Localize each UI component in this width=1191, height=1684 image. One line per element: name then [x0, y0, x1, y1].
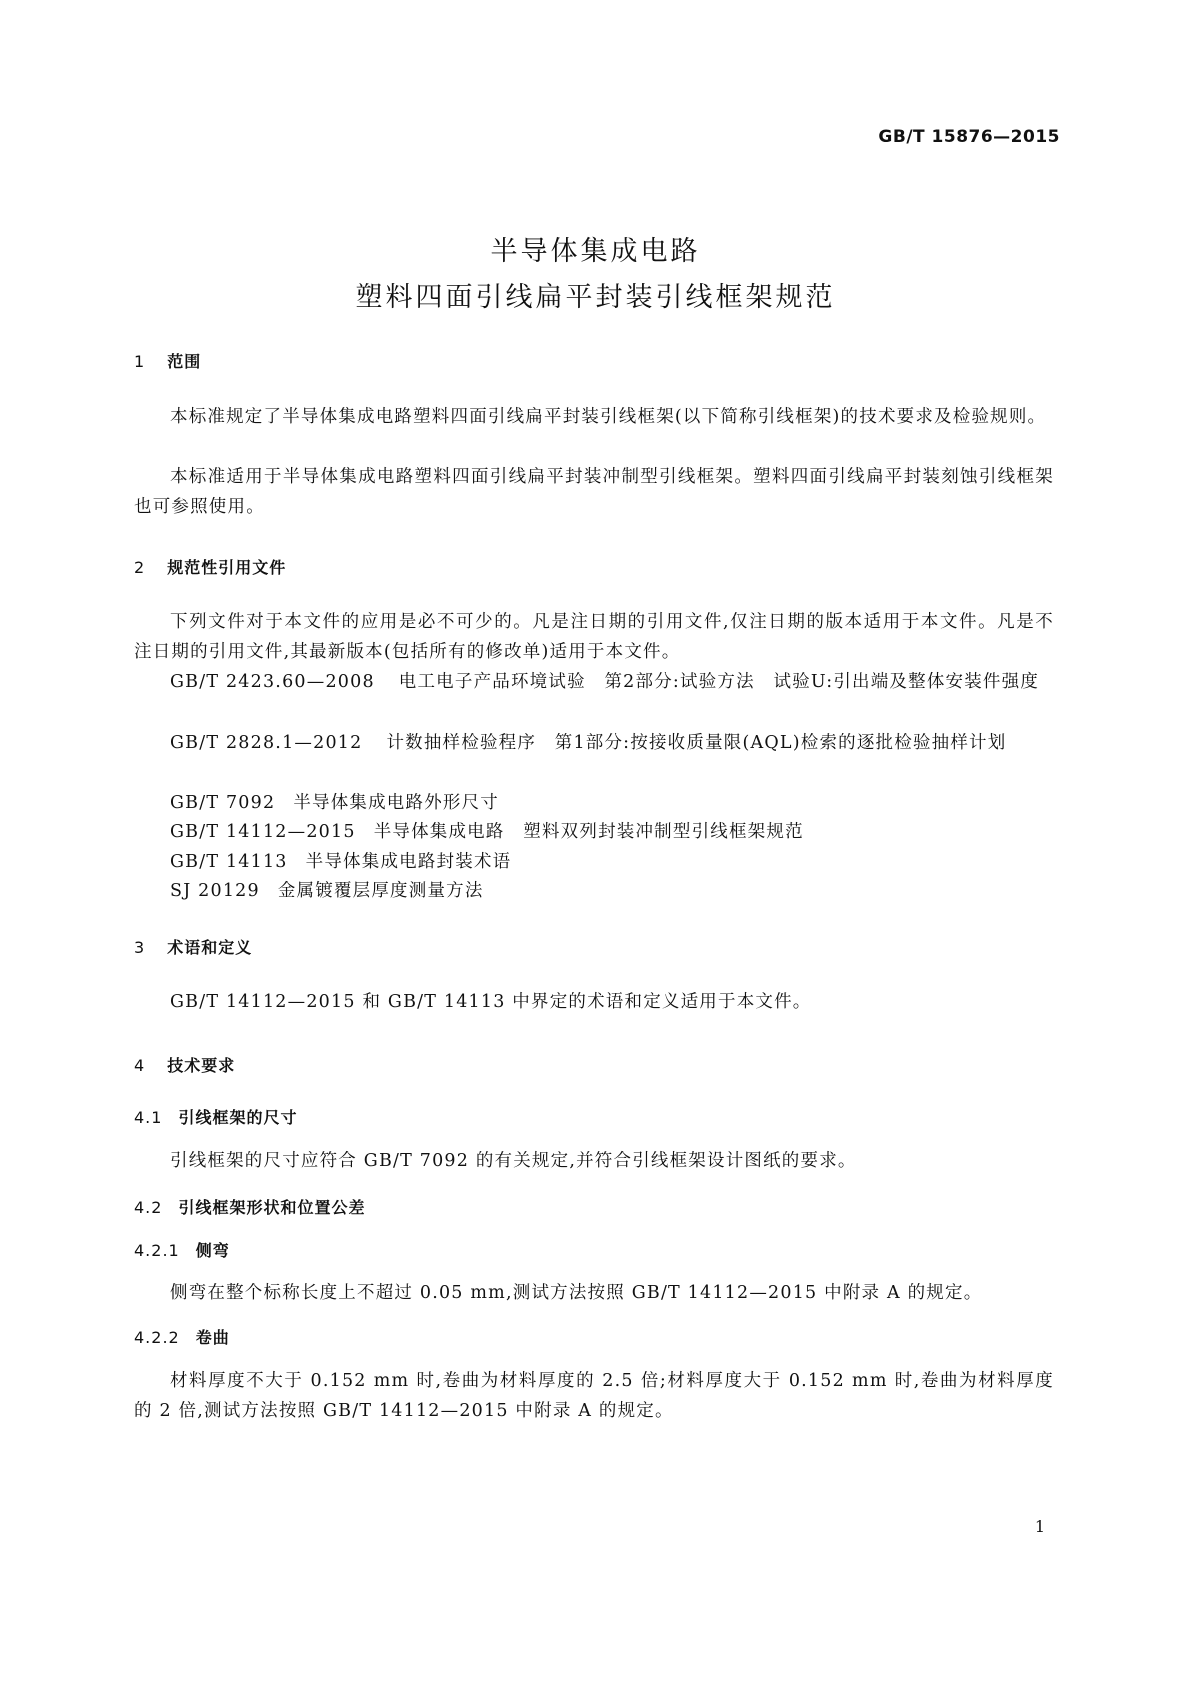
- section-number: 4.2: [134, 1198, 163, 1217]
- section-4-2-2-heading: [134, 1325, 230, 1348]
- section-title: 术语和定义: [167, 938, 253, 957]
- section-4-2-1-paragraph-1: 侧弯在整个标称长度上不超过 0.05 mm,测试方法按照 GB/T 14112—2015 中附录 A 的规定。: [170, 1283, 983, 1303]
- section-number: 4.2.2: [134, 1328, 180, 1347]
- section-4-2-2-paragraph-1: 材料厚度不大于 0.152 mm 时,卷曲为材料厚度的 2.5 倍;材料厚度大于 0.152 mm 时,卷曲为材料厚度的 2 倍,测试方法按照 GB/T 14112—2015 中附录 A 的规定。: [134, 1371, 1054, 1421]
- reference-code: GB/T 14113: [170, 852, 288, 872]
- standard-code: GB/T 15876—2015: [878, 127, 1060, 147]
- reference-item: [170, 789, 499, 814]
- section-4-1-paragraph-1: 引线框架的尺寸应符合 GB/T 7092 的有关规定,并符合引线框架设计图纸的要求。: [170, 1151, 857, 1171]
- reference-title: 半导体集成电路外形尺寸: [293, 793, 500, 813]
- section-title: 范围: [167, 352, 202, 371]
- title-line-1: 半导体集成电路: [490, 236, 701, 267]
- section-number: 3: [134, 938, 146, 957]
- section-3-heading: [134, 935, 252, 958]
- title-line-2: 塑料四面引线扁平封装引线框架规范: [355, 282, 836, 313]
- reference-code: GB/T 14112—2015: [170, 822, 356, 842]
- section-2-heading: [134, 555, 286, 578]
- section-1-paragraph-1: 本标准规定了半导体集成电路塑料四面引线扁平封装引线框架(以下简称引线框架)的技术要求及检验规则。: [170, 407, 1047, 427]
- section-number: 2: [134, 558, 146, 577]
- reference-item: [134, 728, 1054, 758]
- section-number: 4.2.1: [134, 1241, 180, 1260]
- section-title: 引线框架形状和位置公差: [178, 1198, 366, 1217]
- section-1-paragraph-2: 本标准适用于半导体集成电路塑料四面引线扁平封装冲制型引线框架。塑料四面引线扁平封装刻蚀引线框架也可参照使用。: [134, 467, 1054, 517]
- section-title: 引线框架的尺寸: [178, 1108, 298, 1127]
- reference-title: 金属镀覆层厚度测量方法: [277, 881, 484, 901]
- reference-item: [170, 877, 484, 902]
- section-1-heading: [134, 349, 201, 372]
- reference-title: 半导体集成电路封装术语: [305, 852, 512, 872]
- section-4-2-1-heading: [134, 1238, 230, 1261]
- reference-title: 半导体集成电路 塑料双列封装冲制型引线框架规范: [373, 822, 804, 842]
- section-3-paragraph-1: GB/T 14112—2015 和 GB/T 14113 中界定的术语和定义适用于本文件。: [170, 992, 812, 1012]
- reference-code: GB/T 7092: [170, 793, 276, 813]
- section-title: 侧弯: [195, 1241, 230, 1260]
- reference-code: GB/T 2828.1—2012: [170, 733, 363, 753]
- reference-title: 电工电子产品环境试验 第2部分:试验方法 试验U:引出端及整体安装件强度: [398, 672, 1040, 692]
- section-2-paragraph-1: 下列文件对于本文件的应用是必不可少的。凡是注日期的引用文件,仅注日期的版本适用于本文件。凡是不注日期的引用文件,其最新版本(包括所有的修改单)适用于本文件。: [134, 612, 1054, 662]
- section-number: 1: [134, 352, 146, 371]
- page-number: 1: [1034, 1517, 1045, 1536]
- section-title: 规范性引用文件: [167, 558, 287, 577]
- reference-item: [170, 848, 511, 873]
- reference-item: [170, 818, 804, 843]
- reference-code: SJ 20129: [170, 881, 260, 901]
- reference-title: 计数抽样检验程序 第1部分:按接收质量限(AQL)检索的逐批检验抽样计划: [386, 733, 1007, 753]
- section-number: 4: [134, 1056, 146, 1075]
- section-title: 技术要求: [167, 1056, 236, 1075]
- reference-item: [134, 667, 1054, 697]
- section-4-heading: [134, 1053, 235, 1076]
- reference-code: GB/T 2423.60—2008: [170, 672, 375, 692]
- section-4-1-heading: [134, 1105, 297, 1128]
- section-title: 卷曲: [195, 1328, 230, 1347]
- section-number: 4.1: [134, 1108, 163, 1127]
- section-4-2-heading: [134, 1195, 365, 1218]
